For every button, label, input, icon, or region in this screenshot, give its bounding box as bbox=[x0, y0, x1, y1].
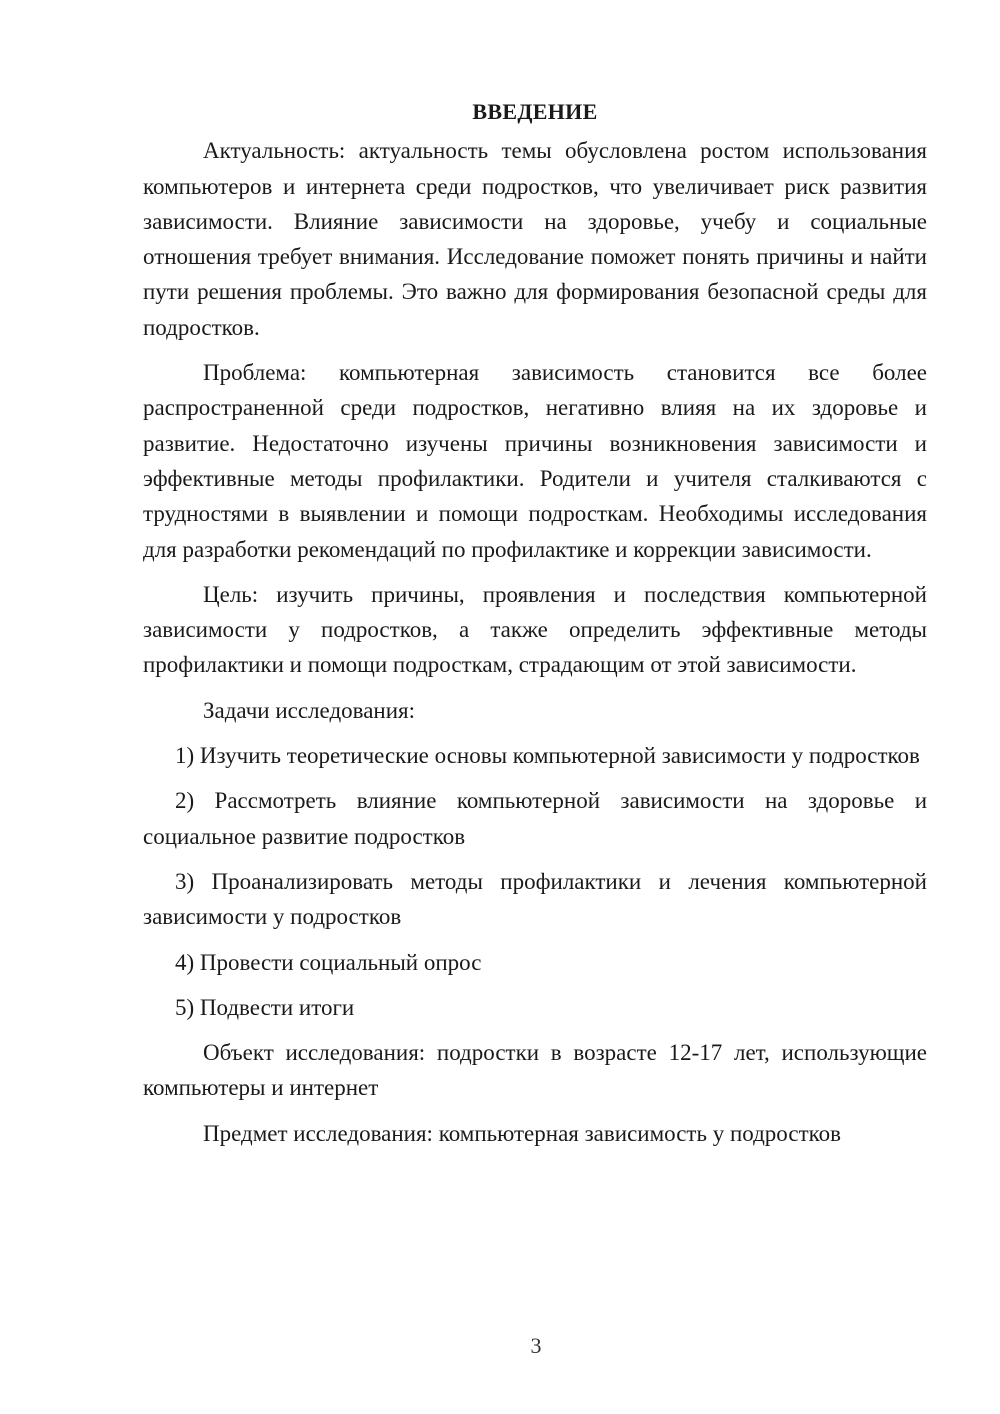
paragraph-subject: Предмет исследования: компьютерная зависимость у подростков bbox=[203, 1120, 842, 1146]
paragraph-relevance: Актуальность: актуальность темы обусловлена ростом использования компьютеров и интернета среди подростков, что увеличивает риск развития зависимости. Влияние зависимости на здоровье, учебу и социальные отношения требует внимания. Исследование поможет понять причины и найти пути решения проблемы. Это важно для формирования безопасной среды для подростков. bbox=[143, 138, 927, 340]
page-number: 3 bbox=[530, 1333, 542, 1358]
tasks-heading: Задачи исследования: bbox=[203, 697, 416, 723]
task-item-1: 1) Изучить теоретические основы компьютерной зависимости у подростков bbox=[175, 743, 920, 769]
paragraph-object: Объект исследования: подростки в возрасте 12-17 лет, использующие компьютеры и интернет bbox=[143, 1040, 927, 1101]
task-item-3: 3) Проанализировать методы профилактики и лечения компьютерной зависимости у подростков bbox=[143, 868, 927, 930]
task-item-4: 4) Провести социальный опрос bbox=[175, 949, 482, 975]
document-body bbox=[143, 94, 927, 1161]
paragraph-goal: Цель: изучить причины, проявления и последствия компьютерной зависимости у подростков, а также определить эффективные методы профилактики и помощи подросткам, страдающим от этой зависимости. bbox=[143, 581, 927, 678]
task-item-5: 5) Подвести итоги bbox=[175, 994, 355, 1020]
paragraph-problem: Проблема: компьютерная зависимость становится все более распространенной среди подростков, негативно влияя на их здоровье и развитие. Недостаточно изучены причины возникновения зависимости и эффективные методы профилактики. Родители и учителя сталкиваются с трудностями в выявлении и помощи подросткам. Необходимы исследования для разработки рекомендаций по профилактике и коррекции зависимости. bbox=[143, 360, 927, 562]
task-item-2: 2) Рассмотреть влияние компьютерной зависимости на здоровье и социальное развитие подростков bbox=[143, 788, 927, 849]
page-title: ВВЕДЕНИЕ bbox=[472, 99, 598, 124]
